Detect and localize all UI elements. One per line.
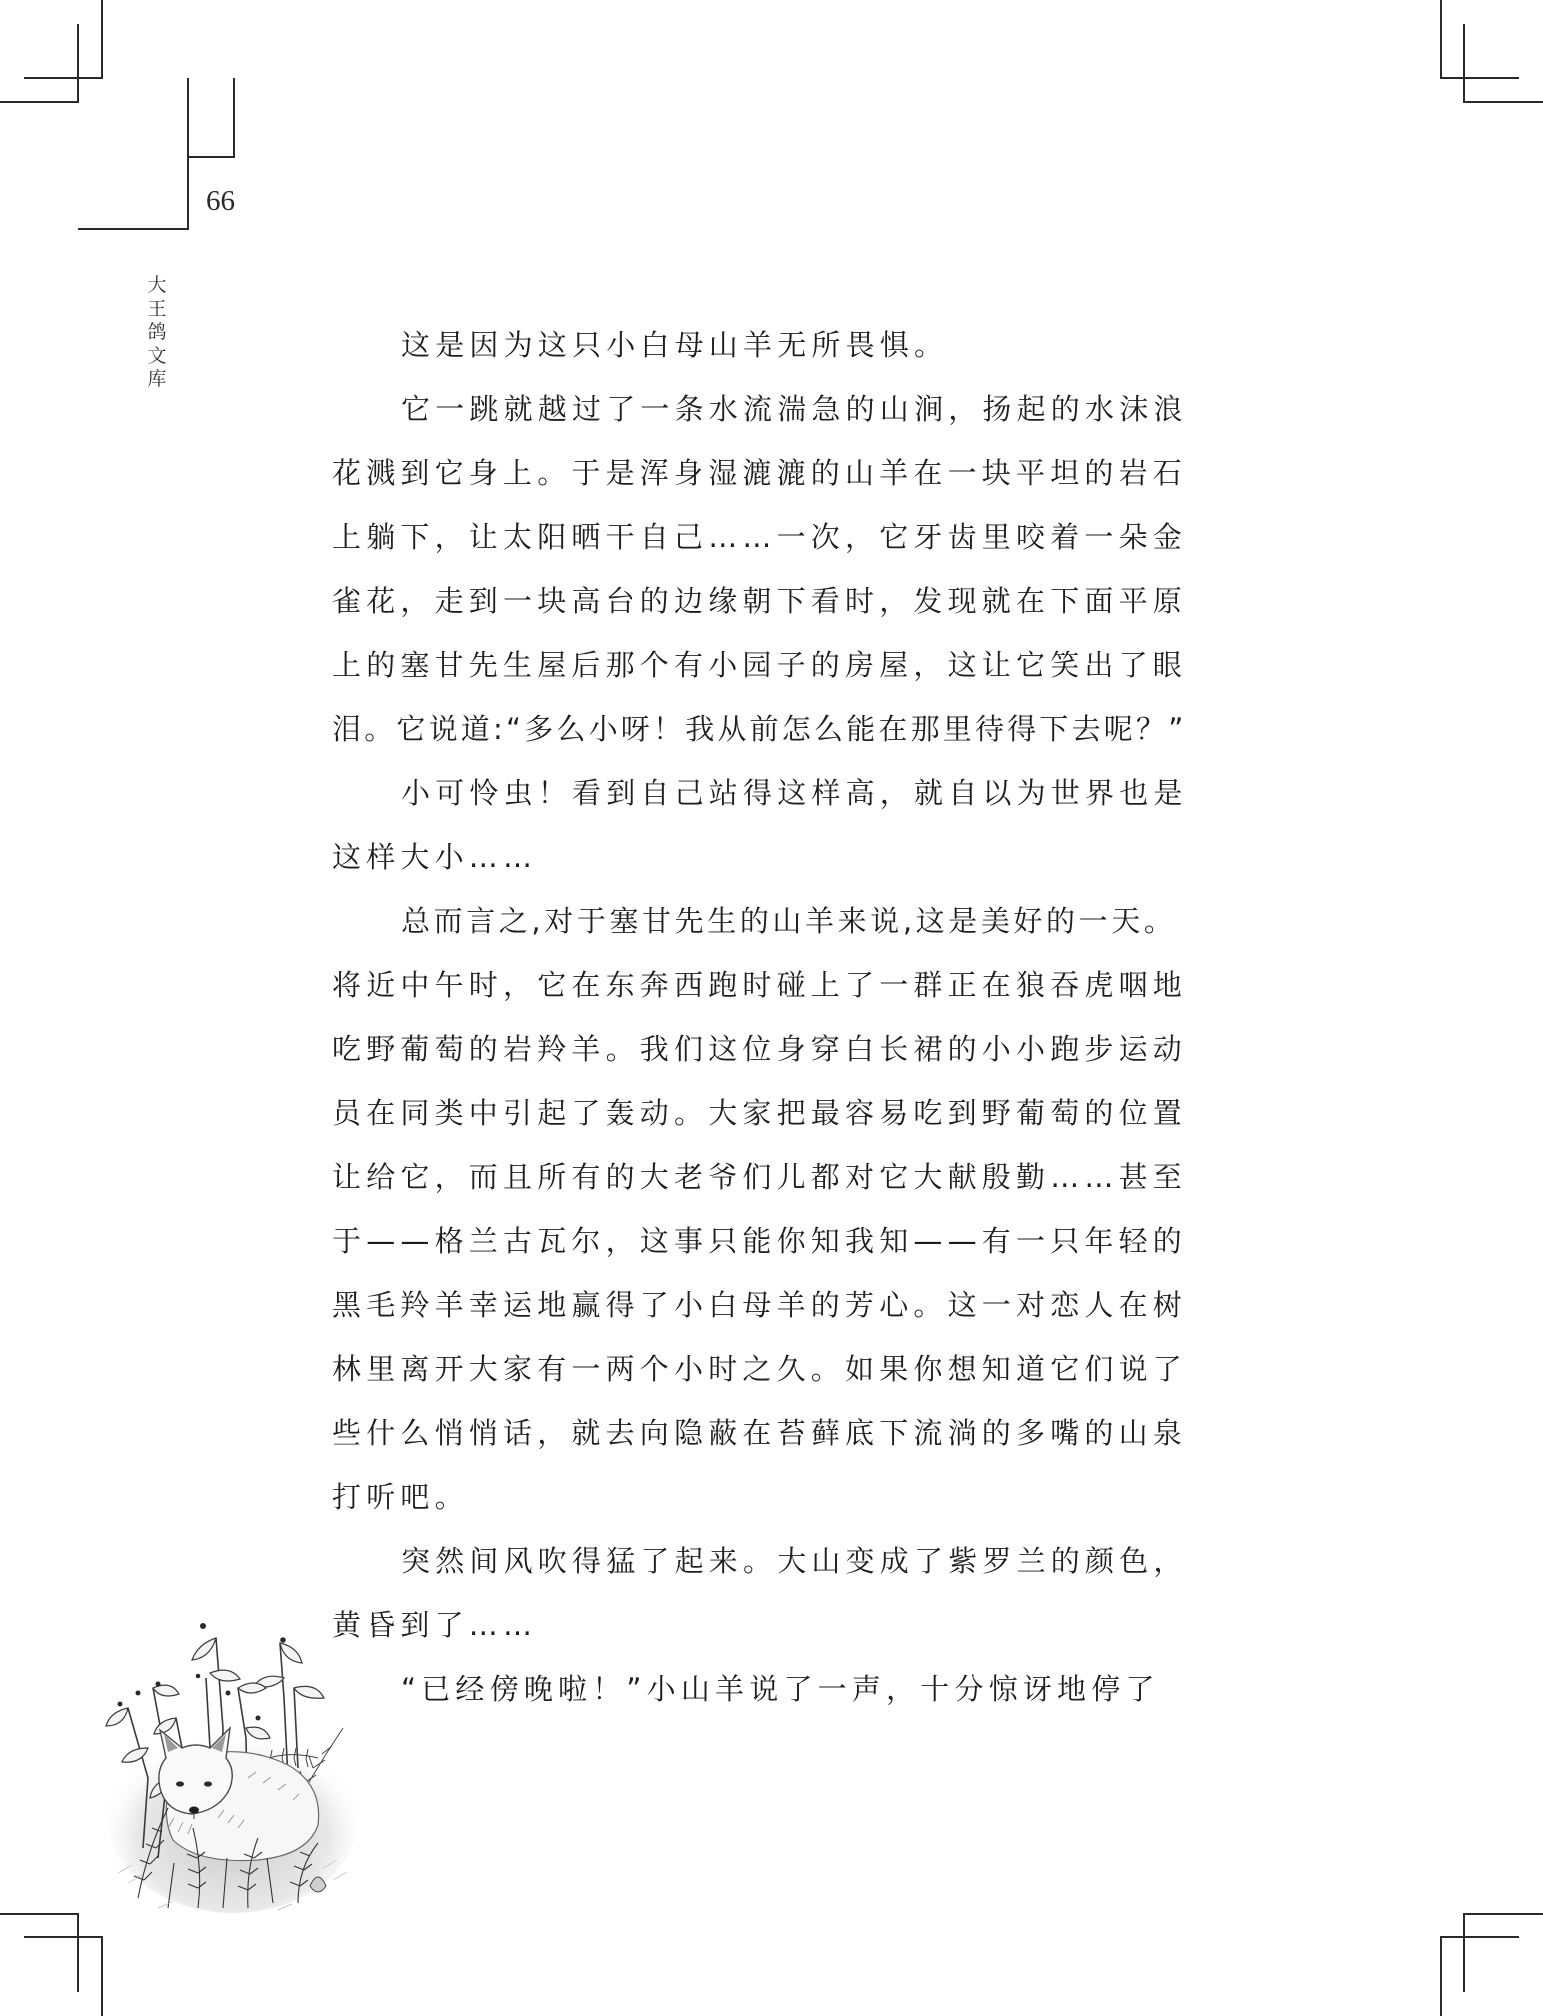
text-line: 些什么悄悄话，就去向隐蔽在苔藓底下流淌的多嘴的山泉 xyxy=(332,1416,1188,1450)
fox-illustration xyxy=(98,1618,360,1918)
crop-mark-top-left-outer-vertical xyxy=(101,0,103,79)
text-line: 泪。它说道:“多么小呀！我从前怎么能在那里待得下去呢？” xyxy=(332,712,1187,746)
crop-mark-bottom-left-inner-vertical xyxy=(101,1936,103,2016)
crop-mark-bottom-left-outer-vertical xyxy=(77,1913,79,1992)
crop-mark-top-right-inner-vertical xyxy=(1463,24,1465,103)
crop-mark-top-left-outer-horizontal xyxy=(24,77,103,79)
text-line: 小可怜虫！看到自己站得这样高，就自以为世界也是 xyxy=(401,776,1188,810)
text-line: 吃野葡萄的岩羚羊。我们这位身穿白长裙的小小跑步运动 xyxy=(332,1032,1188,1066)
text-line: “已经傍晚啦！”小山羊说了一声，十分惊讶地停了 xyxy=(401,1672,1160,1706)
text-line: 让给它，而且所有的大老爷们儿都对它大献殷勤……甚至 xyxy=(332,1160,1188,1194)
text-line: 上躺下，让太阳晒干自己……一次，它牙齿里咬着一朵金 xyxy=(332,520,1188,554)
header-rule-vertical-right xyxy=(233,78,235,158)
text-line: 突然间风吹得猛了起来。大山变成了紫罗兰的颜色， xyxy=(401,1544,1188,1578)
text-line: 打听吧。 xyxy=(332,1480,469,1514)
text-line: 花溅到它身上。于是浑身湿漉漉的山羊在一块平坦的岩石 xyxy=(332,456,1188,490)
series-title xyxy=(146,274,168,392)
body-text xyxy=(332,313,1202,1721)
text-line: 这样大小…… xyxy=(332,840,538,874)
text-line: 雀花，走到一块高台的边缘朝下看时，发现就在下面平原 xyxy=(332,584,1188,618)
text-line: 员在同类中引起了轰动。大家把最容易吃到野葡萄的位置 xyxy=(332,1096,1188,1130)
text-line: 黄昏到了…… xyxy=(332,1608,538,1642)
text-line: 上的塞甘先生屋后那个有小园子的房屋，这让它笑出了眼 xyxy=(332,648,1188,682)
crop-mark-bottom-right-inner-horizontal xyxy=(1440,1936,1519,1938)
series-title-char: 库 xyxy=(147,368,167,390)
series-title-char: 文 xyxy=(147,344,167,367)
series-title-char: 鸽 xyxy=(147,321,167,343)
text-line: 将近中午时，它在东奔西跑时碰上了一群正在狼吞虎咽地 xyxy=(332,968,1188,1002)
text-line: 总而言之,对于塞甘先生的山羊来说,这是美好的一天。 xyxy=(401,904,1177,938)
crop-mark-bottom-left-inner-horizontal xyxy=(24,1936,103,1938)
crop-mark-top-right-outer-vertical xyxy=(1440,0,1442,79)
header-rule-horizontal-bottom xyxy=(78,228,189,230)
crop-mark-top-left-inner-vertical xyxy=(77,24,79,103)
text-line: 黑毛羚羊幸运地赢得了小白母羊的芳心。这一对恋人在树 xyxy=(332,1288,1188,1322)
crop-mark-bottom-right-inner-vertical xyxy=(1440,1936,1442,2016)
header-rule-vertical-left xyxy=(187,78,189,230)
crop-mark-top-right-inner-horizontal xyxy=(1463,101,1543,103)
crop-mark-bottom-right-outer-horizontal xyxy=(1463,1913,1543,1915)
series-title-char: 王 xyxy=(147,297,167,320)
header-rule-horizontal-mid xyxy=(187,156,235,158)
text-line: 它一跳就越过了一条水流湍急的山涧，扬起的水沫浪 xyxy=(401,392,1188,426)
crop-mark-bottom-left-outer-horizontal xyxy=(0,1913,79,1915)
crop-mark-top-left-inner-horizontal xyxy=(0,101,79,103)
text-line: 林里离开大家有一两个小时之久。如果你想知道它们说了 xyxy=(332,1352,1188,1386)
text-line: 这是因为这只小白母山羊无所畏惧。 xyxy=(401,328,949,362)
text-line: 于——格兰古瓦尔，这事只能你知我知——有一只年轻的 xyxy=(332,1224,1188,1258)
crop-mark-bottom-right-outer-vertical xyxy=(1463,1913,1465,1992)
crop-mark-top-right-outer-horizontal xyxy=(1440,77,1519,79)
series-title-char: 大 xyxy=(147,274,167,296)
page-number: 66 xyxy=(206,185,235,217)
